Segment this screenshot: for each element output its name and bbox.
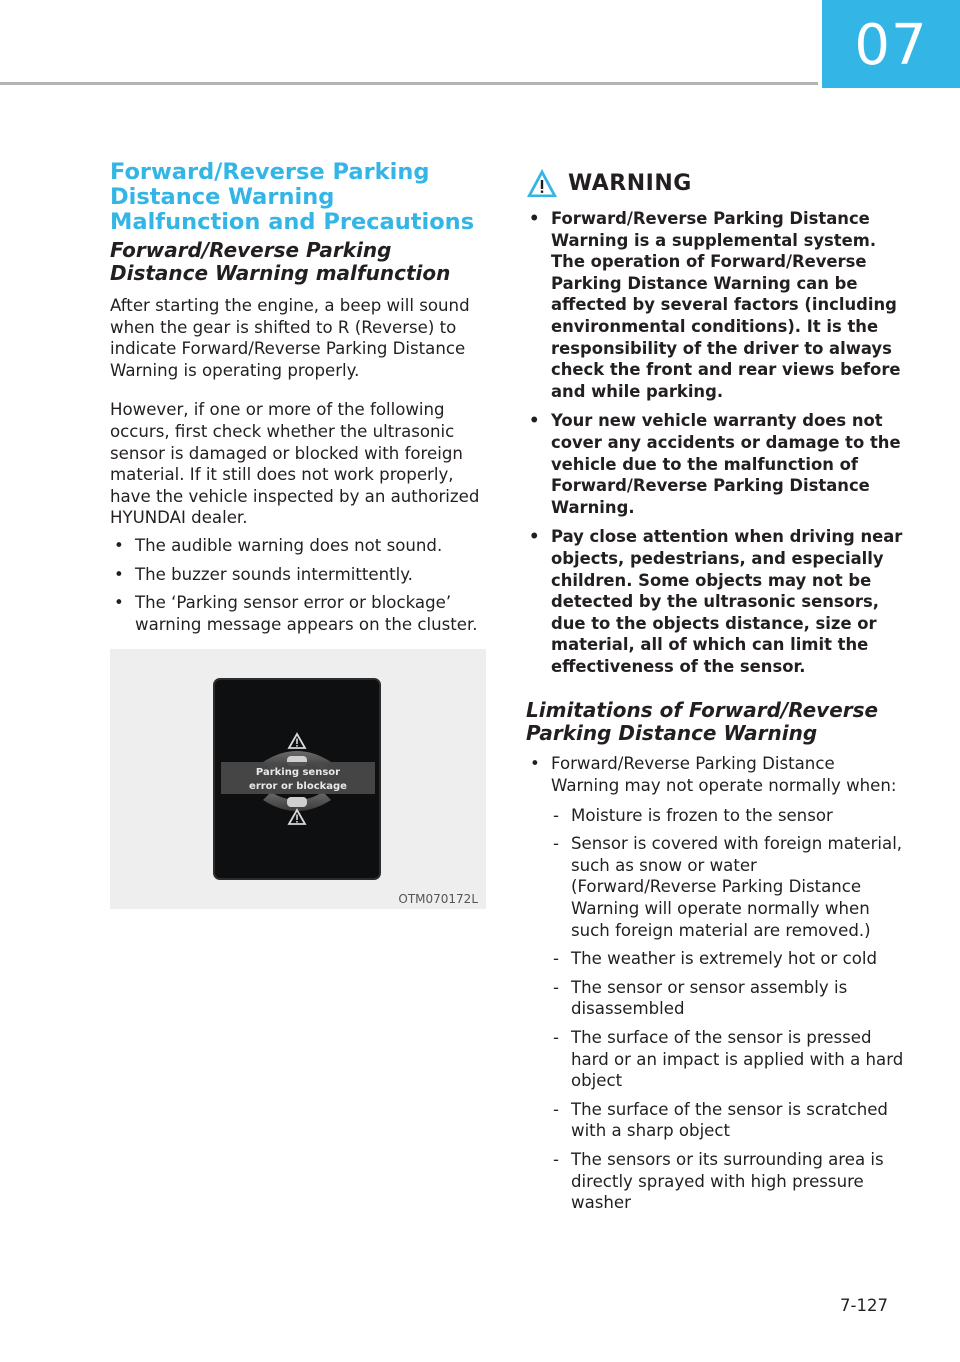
list-item: • The audible warning does not sound. xyxy=(114,535,443,555)
list-item: - Sensor is covered with foreign material, such as snow or water (Forward/Reverse Parking Distance Warning will operate normally when such foreign material are removed.) xyxy=(553,834,903,940)
list-item: • The ‘Parking sensor error or blockage’ warning message appears on the cluster. xyxy=(114,593,478,634)
cluster-message-line1: Parking sensor xyxy=(255,767,341,779)
limitations-list xyxy=(526,753,906,1213)
cluster-message-line2: error or blockage xyxy=(249,781,347,793)
header-rule xyxy=(0,82,818,85)
warning-triangle-icon xyxy=(289,810,305,824)
warning-list xyxy=(526,208,906,677)
paragraph-1: After starting the engine, a beep will sound when the gear is shifted to R (Reverse) to indicate Forward/Reverse Parking Distance Warning is operating properly. xyxy=(110,296,470,380)
limitations-sublist xyxy=(551,805,906,1214)
list-item: - The weather is extremely hot or cold xyxy=(553,949,878,969)
list-item: • Pay close attention when driving near objects, pedestrians, and especially children. Some objects may not be detected by the ultrasonic sensors, due to the objects distance, size or material, all of which can limit the effectiveness of the sensor. xyxy=(529,527,903,676)
warning-title: WARNING xyxy=(568,170,692,196)
section-title: Forward/Reverse Parking Distance Warning Malfunction and Precautions xyxy=(110,159,475,235)
figure-code: OTM070172L xyxy=(398,892,478,907)
subsection-title: Forward/Reverse Parking Distance Warning malfunction xyxy=(110,238,451,285)
list-item: • Forward/Reverse Parking Distance Warning is a supplemental system. The operation of Forward/Reverse Parking Distance Warning can be affected by several factors (including environmental conditions). It is the responsibility of the driver to always check the front and rear views before and while parking. xyxy=(529,209,901,401)
list-item: - The sensor or sensor assembly is disassembled xyxy=(553,977,848,1019)
warning-icon xyxy=(526,168,558,198)
list-item: - The surface of the sensor is pressed hard or an impact is applied with a hard object xyxy=(553,1028,904,1091)
warning-header xyxy=(526,168,906,198)
warning-triangle-icon xyxy=(289,734,305,748)
list-item: - The surface of the sensor is scratched with a sharp object xyxy=(553,1099,888,1141)
list-item: - The sensors or its surrounding area is directly sprayed with high pressure washer xyxy=(553,1149,884,1213)
cluster-figure xyxy=(110,649,486,909)
list-item: • Forward/Reverse Parking Distance Warning may not operate normally when: - Moisture is frozen to the sensor - Sensor is covered with foreign material, such as snow or water (Forward/Reverse Parking Distance Warning will operate normally when such foreign material are removed.) - The weather is extremely hot or cold - The sensor or sensor assembly is disassembled - The surface of the sensor is pressed hard or an impact is applied with a hard object - The surface of the sensor is scratched with a sharp object - The sensors or its surrounding area is directly sprayed with high pressure washer xyxy=(526,753,906,1213)
left-column xyxy=(110,160,490,909)
car-sensor-graphic xyxy=(215,680,379,878)
cluster-display xyxy=(213,678,381,880)
paragraph-2: However, if one or more of the following occurs, first check whether the ultrasonic sensor is damaged or blocked with foreign material. If it still does not work properly, have the vehicle inspected by an authorized HYUNDAI dealer. xyxy=(110,400,480,528)
right-column xyxy=(526,168,906,1221)
list-item: - Moisture is frozen to the sensor xyxy=(553,805,833,825)
list-item: • Your new vehicle warranty does not cover any accidents or damage to the vehicle due to the malfunction of Forward/Reverse Parking Distance Warning. xyxy=(529,411,901,517)
chapter-tab xyxy=(822,0,960,88)
page-number: 7-127 xyxy=(840,1296,888,1315)
list-item: • The buzzer sounds intermittently. xyxy=(114,564,413,584)
chapter-number: 07 xyxy=(854,13,928,78)
limitations-title: Limitations of Forward/Reverse Parking Distance Warning xyxy=(526,698,879,746)
malfunction-list xyxy=(110,535,490,635)
